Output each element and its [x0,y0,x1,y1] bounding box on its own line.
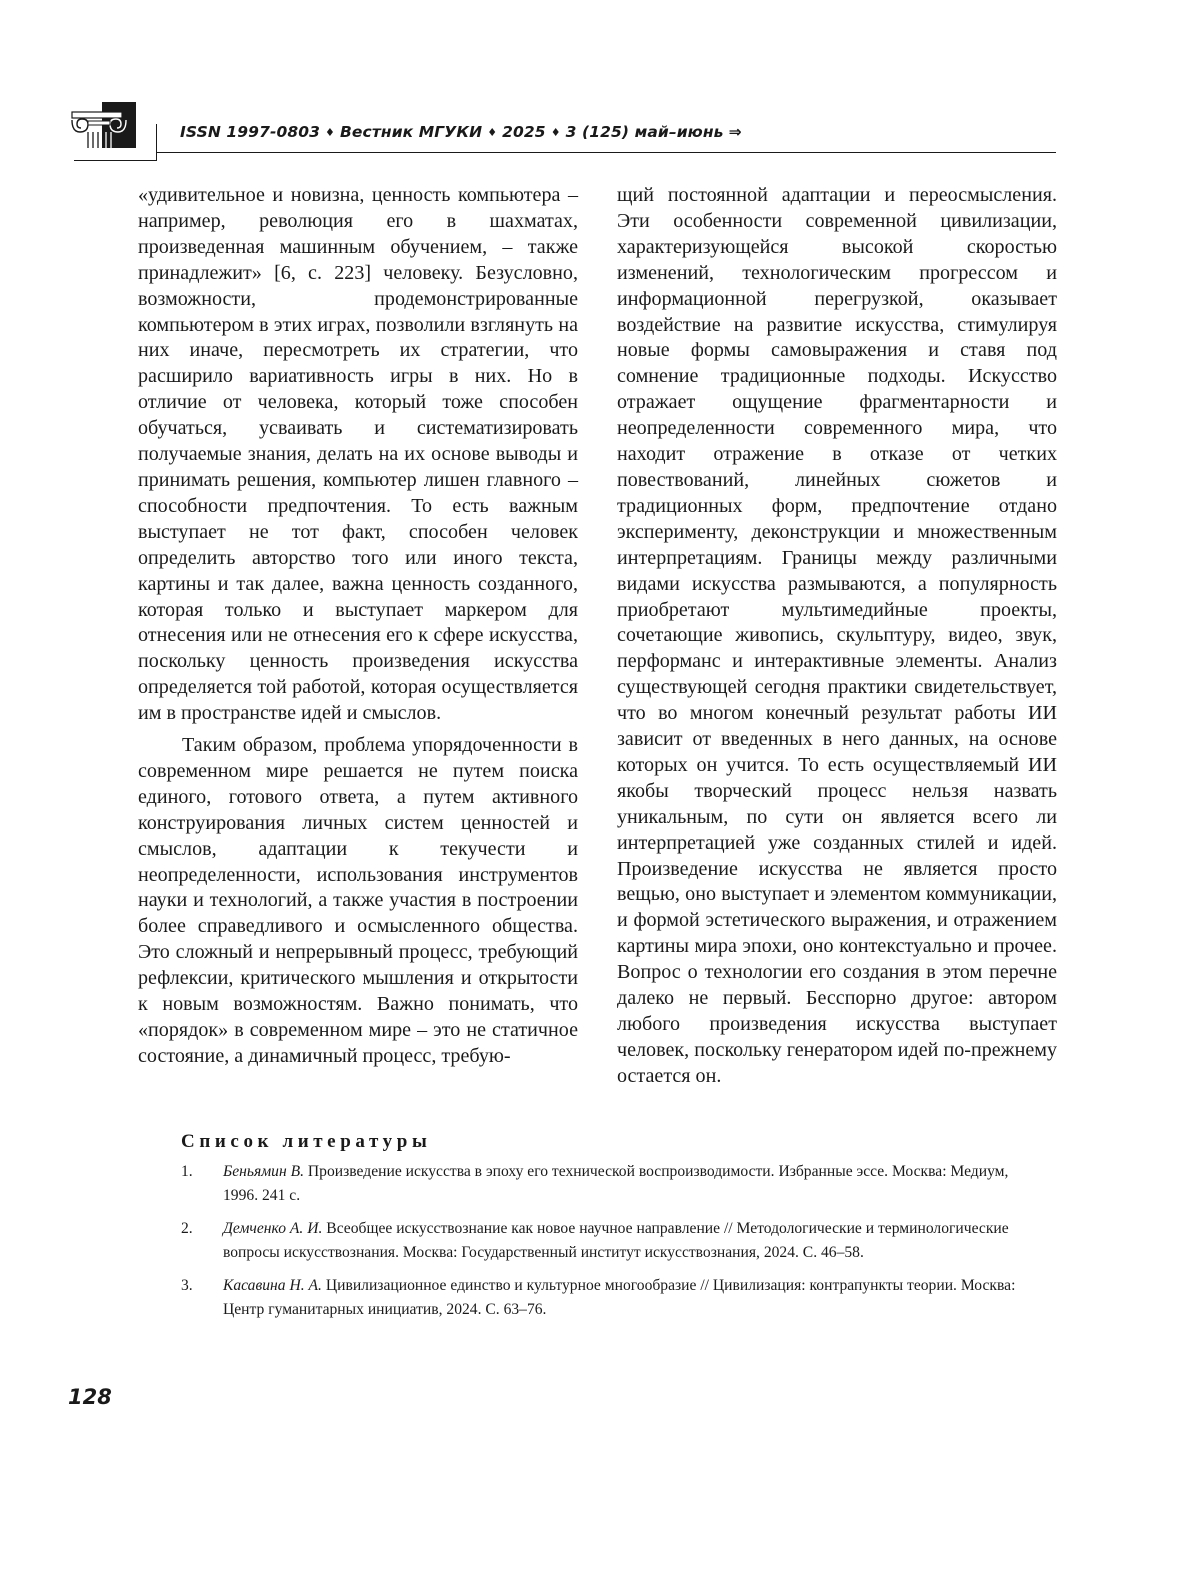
references-list [181,1160,1031,1331]
header-issn: ISSN 1997-0803 [180,123,321,141]
reference-text: Произведение искусства в эпоху его технической воспроизводимости. Избранные эссе. Москва: Медиум, 1996. 241 с. [223,1163,1009,1204]
body-column-right [617,183,1057,1090]
paragraph: «удивительное и новизна, ценность компьютера – например, революция его в шахматах, произведенная машинным обучением, – также принадлежит» [6, с. 223] человеку. Безусловно, возможности, продемонстрированные компьютером в этих играх, позволили взглянуть на них иначе, пересмотреть их стратегии, что расширило вариативность игры в них. Но в отличие от человека, который тоже способен обучаться, усваивать и систематизировать получаемые знания, делать на их основе выводы и принимать решения, компьютер лишен главного – способности предпочтения. То есть важным выступает не тот факт, способен человек определить авторство того или иного текста, картины и так далее, важна ценность созданного, которая только и выступает маркером для отнесения или не отнесения его к сфере искусства, поскольку ценность произведения искусства определяется той работой, которая осуществляется им в пространстве идей и смыслов. [138,184,578,725]
header-separator-icon: ♦ [325,126,335,139]
reference-number: 1. [181,1163,193,1180]
header-arrow-icon: ⇒ [728,123,742,141]
paragraph: Таким образом, проблема упорядоченности в современном мире решается не путем поиска единого, готового ответа, а путем активного конструирования личных систем ценностей и смыслов, адаптации к текучести и неопределенности, использования инструментов науки и технологий, а также участия в построении более справедливого и осмысленного общества. Это сложный и непрерывный процесс, требующий рефлексии, критического мышления и открытости к новым возможностям. Важно понимать, что «порядок» в современном мире – это не статичное состояние, а динамичный процесс, требую- [138,734,578,1067]
paragraph: щий постоянной адаптации и переосмысления. Эти особенности современной цивилизации, характеризующейся высокой скоростью изменений, технологическим прогрессом и информационной перегрузкой, оказывает воздействие на развитие искусства, стимулируя новые формы самовыражения и ставя под сомнение традиционные подходы. Искусство отражает ощущение фрагментарности и неопределенности современного мира, что находит отражение в отказе от четких повествований, линейных сюжетов и традиционных форм, предпочтение отдано эксперименту, деконструкции и множественным интерпретациям. Границы между различными видами искусства размываются, а популярность приобретают мультимедийные проекты, сочетающие живопись, скульптуру, видео, звук, перформанс и интерактивные элементы. Анализ существующей сегодня практики свидетельствует, что во многом конечный результат работы ИИ зависит от введенных в него данных, на основе которых он учится. То есть осуществляемый ИИ якобы творческий процесс нельзя назвать уникальным, по сути он является всего ли интерпретацией уже созданных стилей и идей. Произведение искусства не является просто вещью, оно выступает и элементом коммуникации, и формой эстетического выражения, и отражением картины мира эпохи, оно контекстуально и прочее. Вопрос о технологии его создания в этом перечне далеко не первый. Бесспорно другое: автором любого произведения искусства выступает человек, поскольку генератором идей по-прежнему остается он. [617,184,1057,1087]
reference-text: Цивилизационное единство и культурное многообразие // Цивилизация: контрапункты теории. Москва: Центр гуманитарных инициатив, 2024. С. 63–76. [223,1277,1016,1318]
header-separator-icon: ♦ [550,126,561,139]
reference-author: Демченко А. И. [223,1220,323,1237]
running-header [180,123,742,141]
reference-number: 2. [181,1220,193,1237]
reference-author: Касавина Н. А. [223,1277,322,1294]
references-title: Список литературы [181,1131,432,1152]
header-separator-icon: ♦ [487,126,498,139]
header-frame-corner [74,124,157,161]
reference-item [181,1274,1031,1321]
body-column-left [138,183,578,1070]
reference-author: Беньямин В. [223,1163,305,1180]
reference-item [181,1217,1031,1264]
header-journal: Вестник МГУКИ [340,123,483,141]
header-rule [156,152,1056,153]
reference-text: Всеобщее искусствознание как новое научное направление // Методологические и терминологические вопросы искусствознания. Москва: Государственный институт искусствознания, 2024. С. 46–58. [223,1220,1009,1261]
page-number: 128 [68,1385,112,1409]
header-issue: 3 (125) май–июнь [565,123,724,141]
header-year: 2025 [502,123,546,141]
reference-item [181,1160,1031,1207]
reference-number: 3. [181,1277,193,1294]
